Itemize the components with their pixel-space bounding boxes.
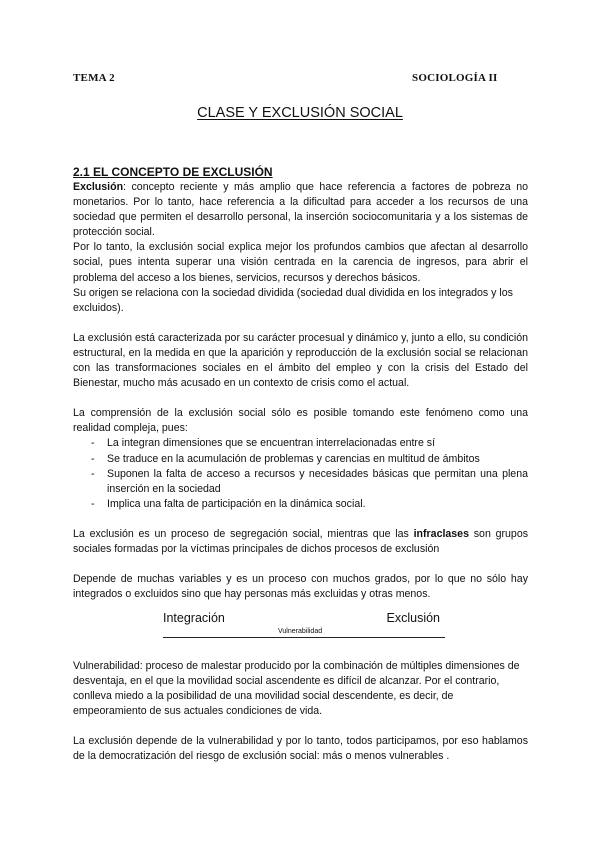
definition-text: : concepto reciente y más amplio que hace referencia a factores de pobreza no monetarios. Por lo tanto, hace referencia a la dificultad para acceder a los recursos de una sociedad que permiten el desarrollo personal, la inserción sociocomunitaria y a los sistemas de protección social.: [73, 181, 528, 239]
list-item: - Suponen la falta de acceso a recursos y necesidades básicas que permitan una plena inserción en la sociedad: [91, 467, 528, 497]
list-item: - Implica una falta de participación en la dinámica social.: [91, 497, 528, 512]
section-vulnerability: [73, 659, 528, 765]
section-heading: 2.1 EL CONCEPTO DE EXCLUSIÓN: [73, 165, 273, 179]
list-item: - La integran dimensiones que se encuentran interrelacionadas entre sí: [91, 436, 528, 451]
paragraph-3: Su origen se relaciona con la sociedad dividida (sociedad dual dividida en los integrados y los excluidos).: [73, 286, 513, 314]
page-title: [0, 105, 600, 121]
scale-label-integration: Integración: [163, 611, 225, 625]
scale-line: [163, 637, 445, 638]
paragraph-2: Por lo tanto, la exclusión social explica mejor los profundos cambios que afectan al desarrollo social, pues intenta superar una visión centrada en la carencia de ingresos, para abrir el problema del acceso a los bienes, servicios, recursos y derechos básicos.: [73, 241, 528, 284]
scale-label-vulnerability: Vulnerabilidad: [278, 628, 323, 635]
paragraph-6-start: La exclusión es un proceso de segregación social, mientras que las: [73, 527, 414, 540]
paragraph-6-end: son grupos sociales formadas por la víctimas principales de dichos procesos de exclusión: [73, 527, 529, 555]
definition-paragraph: [73, 180, 528, 240]
exclusion-scale-diagram: [163, 611, 445, 641]
paragraph-5: La comprensión de la exclusión social sólo es posible tomando este fenómeno como una realidad compleja, pues:: [73, 407, 528, 435]
list-item: - Se traduce en la acumulación de problemas y carencias en multitud de ámbitos: [91, 452, 528, 467]
infraclases-term: infraclases: [413, 527, 469, 540]
paragraph-9: La exclusión depende de la vulnerabilidad y por lo tanto, todos participamos, por eso hablamos de la democratización del riesgo de exclusión social: más o menos vulnerables .: [73, 735, 528, 763]
definition-term: Exclusión: [73, 181, 124, 193]
paragraph-4: La exclusión está caracterizada por su carácter procesual y dinámico y, junto a ello, su condición estructural, en la medida en que la aparición y reproducción de la exclusión social se relacionan con las transformaciones sociales en el ámbito del empleo y con la crisis del Estado del Bienestar, mucho más acusado en un contexto de crisis como el actual.: [73, 331, 528, 390]
scale-label-exclusion: Exclusión: [386, 611, 440, 625]
header-subject: SOCIOLOGÍA II: [412, 72, 498, 84]
page-title-text: CLASE Y EXCLUSIÓN SOCIAL: [197, 105, 403, 121]
paragraph-6: [73, 527, 528, 557]
paragraph-8: Vulnerabilidad: proceso de malestar producido por la combinación de múltiples dimensiones de desventaja, en el que la movilidad social ascendente es difícil de alcanzar. Por el contrario, conlleva miedo a la posibilidad de una movilidad social descendente, es decir, de empeoramiento de sus actuales condiciones de vida.: [73, 660, 520, 718]
complexity-list: [73, 436, 528, 511]
header-topic: TEMA 2: [73, 72, 115, 84]
paragraph-7: Depende de muchas variables y es un proceso con muchos grados, por lo que no sólo hay integrados o excluidos sino que hay personas más excluidas y otras menos.: [73, 573, 528, 601]
section-concept: [73, 165, 528, 602]
